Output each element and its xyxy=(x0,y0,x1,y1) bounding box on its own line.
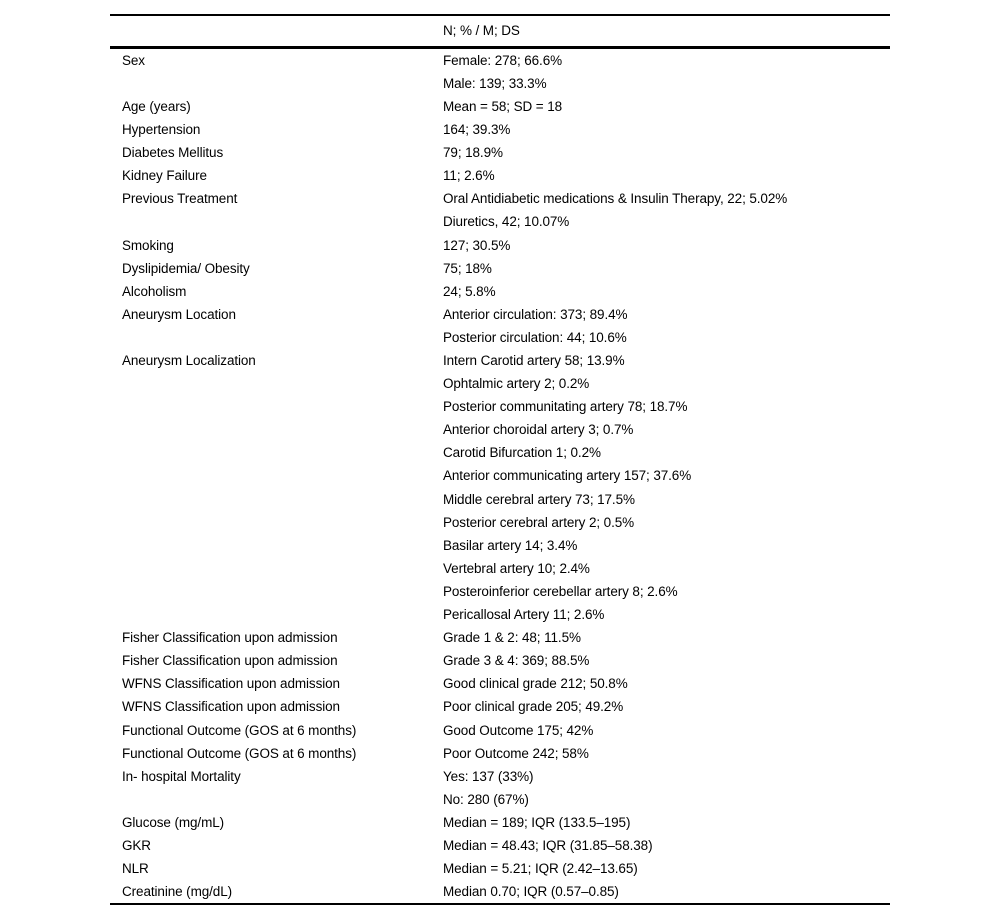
row-value-cell: 164; 39.3% xyxy=(443,122,511,138)
table-row xyxy=(110,511,890,534)
row-label-cell: Kidney Failure xyxy=(122,168,207,184)
row-label-cell: WFNS Classification upon admission xyxy=(122,699,340,715)
row-label-cell: Sex xyxy=(122,52,145,68)
row-value-cell: Posterior communitating artery 78; 18.7% xyxy=(443,399,688,415)
row-label-cell: Functional Outcome (GOS at 6 months) xyxy=(122,722,357,738)
row-value-cell: 75; 18% xyxy=(443,260,492,276)
row-value-cell: Vertebral artery 10; 2.4% xyxy=(443,560,590,576)
table-header-row xyxy=(110,16,890,49)
table-row xyxy=(110,649,890,672)
row-value-cell: Poor Outcome 242; 58% xyxy=(443,745,589,761)
row-value-cell: Pericallosal Artery 11; 2.6% xyxy=(443,607,605,623)
row-value-cell: Middle cerebral artery 73; 17.5% xyxy=(443,491,635,507)
row-value-cell: Median 0.70; IQR (0.57–0.85) xyxy=(443,884,619,900)
row-label-cell: NLR xyxy=(122,861,149,877)
row-value-cell: Good Outcome 175; 42% xyxy=(443,722,594,738)
table-row xyxy=(110,234,890,257)
row-value-cell: Posterior circulation: 44; 10.6% xyxy=(443,329,627,345)
row-value-cell: Basilar artery 14; 3.4% xyxy=(443,537,578,553)
row-label-cell: Functional Outcome (GOS at 6 months) xyxy=(122,745,357,761)
row-label-cell: Creatinine (mg/dL) xyxy=(122,884,232,900)
table-row xyxy=(110,95,890,118)
table-row xyxy=(110,534,890,557)
row-label-cell: Aneurysm Localization xyxy=(122,353,256,369)
table-row xyxy=(110,395,890,418)
patient-characteristics-table xyxy=(110,14,890,905)
table-row xyxy=(110,118,890,141)
table-row xyxy=(110,857,890,880)
row-value-cell: Oral Antidiabetic medications & Insulin Therapy, 22; 5.02% xyxy=(443,191,788,207)
table-row xyxy=(110,372,890,395)
row-value-cell: Posteroinferior cerebellar artery 8; 2.6% xyxy=(443,583,678,599)
row-label-cell: Fisher Classification upon admission xyxy=(122,630,338,646)
row-value-cell: 24; 5.8% xyxy=(443,283,496,299)
table-row xyxy=(110,788,890,811)
table-row xyxy=(110,419,890,442)
table-row xyxy=(110,164,890,187)
row-label-cell: Diabetes Mellitus xyxy=(122,145,224,161)
row-label-cell: Aneurysm Location xyxy=(122,306,236,322)
row-value-cell: Good clinical grade 212; 50.8% xyxy=(443,676,628,692)
table-row xyxy=(110,719,890,742)
row-value-cell: Yes: 137 (33%) xyxy=(443,768,534,784)
row-value-cell: 79; 18.9% xyxy=(443,145,503,161)
row-label-cell: Fisher Classification upon admission xyxy=(122,653,338,669)
row-value-cell: Carotid Bifurcation 1; 0.2% xyxy=(443,445,601,461)
table-row xyxy=(110,603,890,626)
row-value-cell: Grade 1 & 2: 48; 11.5% xyxy=(443,630,581,646)
row-value-cell: Poor clinical grade 205; 49.2% xyxy=(443,699,624,715)
row-value-cell: Female: 278; 66.6% xyxy=(443,52,563,68)
table-row xyxy=(110,280,890,303)
row-value-cell: Median = 5.21; IQR (2.42–13.65) xyxy=(443,861,638,877)
header-value-cell: N; % / M; DS xyxy=(443,23,520,39)
row-value-cell: Mean = 58; SD = 18 xyxy=(443,98,563,114)
table-row xyxy=(110,742,890,765)
row-label-cell: In- hospital Mortality xyxy=(122,768,241,784)
table-row xyxy=(110,557,890,580)
row-label-cell: Smoking xyxy=(122,237,174,253)
table-row xyxy=(110,188,890,211)
row-value-cell: Diuretics, 42; 10.07% xyxy=(443,214,570,230)
row-value-cell: Anterior choroidal artery 3; 0.7% xyxy=(443,422,634,438)
row-value-cell: Male: 139; 33.3% xyxy=(443,75,547,91)
table-row xyxy=(110,465,890,488)
row-value-cell: Anterior circulation: 373; 89.4% xyxy=(443,306,628,322)
table-row xyxy=(110,811,890,834)
table-row xyxy=(110,488,890,511)
table-row xyxy=(110,326,890,349)
row-value-cell: 127; 30.5% xyxy=(443,237,511,253)
table-row xyxy=(110,673,890,696)
table-row xyxy=(110,49,890,72)
table-row xyxy=(110,349,890,372)
row-label-cell: Glucose (mg/mL) xyxy=(122,814,225,830)
row-value-cell: Ophtalmic artery 2; 0.2% xyxy=(443,376,590,392)
table-row xyxy=(110,696,890,719)
table-row xyxy=(110,442,890,465)
row-value-cell: No: 280 (67%) xyxy=(443,791,529,807)
table-row xyxy=(110,303,890,326)
table-row xyxy=(110,580,890,603)
table-row xyxy=(110,880,890,903)
row-label-cell: Alcoholism xyxy=(122,283,187,299)
row-value-cell: 11; 2.6% xyxy=(443,168,495,184)
row-value-cell: Anterior communicating artery 157; 37.6% xyxy=(443,468,692,484)
table-row xyxy=(110,765,890,788)
row-label-cell: GKR xyxy=(122,837,151,853)
row-value-cell: Median = 189; IQR (133.5–195) xyxy=(443,814,631,830)
table-row xyxy=(110,141,890,164)
table-row xyxy=(110,257,890,280)
table-body xyxy=(110,49,890,903)
row-label-cell: WFNS Classification upon admission xyxy=(122,676,340,692)
table-row xyxy=(110,834,890,857)
row-value-cell: Grade 3 & 4: 369; 88.5% xyxy=(443,653,590,669)
row-value-cell: Intern Carotid artery 58; 13.9% xyxy=(443,353,625,369)
row-label-cell: Previous Treatment xyxy=(122,191,238,207)
table-row xyxy=(110,626,890,649)
table-row xyxy=(110,72,890,95)
row-label-cell: Dyslipidemia/ Obesity xyxy=(122,260,250,276)
table-row xyxy=(110,211,890,234)
row-label-cell: Age (years) xyxy=(122,98,191,114)
row-label-cell: Hypertension xyxy=(122,122,201,138)
row-value-cell: Posterior cerebral artery 2; 0.5% xyxy=(443,514,635,530)
row-value-cell: Median = 48.43; IQR (31.85–58.38) xyxy=(443,837,653,853)
